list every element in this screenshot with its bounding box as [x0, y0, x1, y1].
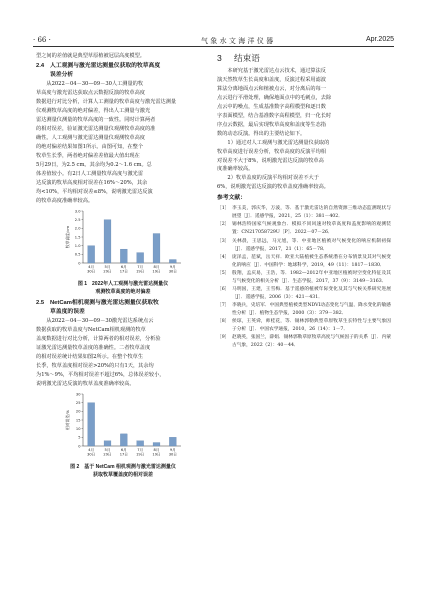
- y-tick-label: 1.0: [74, 243, 81, 248]
- page-number: · 66 ·: [33, 36, 51, 44]
- bar: [120, 249, 127, 263]
- y-tick-label: 3.0: [74, 209, 81, 214]
- reference-item: ［1］ 李玉美，郭庆华，万波，等．基于激光雷达的自然资源三维动态监测现状与展望［J］．遥感学报，2021，25（1）：381－402．: [217, 206, 391, 220]
- x-tick-label: 19日: [136, 452, 145, 457]
- bar: [104, 441, 111, 446]
- y-tick-label: 2.0: [74, 226, 81, 231]
- x-tick-label: 30日: [87, 452, 96, 457]
- x-tick-label: 6月: [120, 264, 127, 269]
- x-tick-label: 8月: [153, 447, 160, 452]
- conclusion-paragraph-2: 1）通过对人工观测与激光雷达测量仪获取的 牧草高度进行误差分析，牧草高度的反演平均相 对误差不大于8%，说明激光雷达反演的牧草高 度准确率较高。: [217, 139, 330, 173]
- x-tick-label: 5月: [104, 264, 111, 269]
- x-tick-label: 7月: [137, 447, 144, 452]
- y-tick-label: 0: [78, 261, 81, 266]
- paragraph-2-5: 从2022－04－30—09－30激光雷达系统点云 数据获取的牧草盖度与NetCam相机观测的牧草 盖度数据进行对比分析，计算两者的相对误差，分析验 证激光雷达测量牧草盖度的准确性。二者牧草盖度 的相对误差统计结果如图2所示。在整个牧草生 长季，牧草盖度相对误差>20%的只有1天，其余均 为1%～9%，平均相对误差不超过6%，总体误差较小， 说明激光雷达反演的牧草盖度准确率较高。: [36, 318, 165, 387]
- y-tick-label: 10: [75, 426, 81, 431]
- reference-item: ［7］ 李晓兵，史培军．中国典型植被类型NDVI动态变化与气温、降水变化的敏感性分析［J］．植物生态学报，2000（3）：379－382．: [217, 302, 391, 316]
- paragraph-2-4: 从2022－04－30—09－30人工测量的牧 草高度与激光雷达获取点云数据反演的牧草高度 数据进行对比分析，计算人工测量的牧草高度与激光雷达测量 仪观测牧草高度的绝对偏差，得出人工测量与激光 雷达测量仪测量的牧草高度的一致性。同时计算两者 的相对误差，验证激光雷达测量仪观测牧草高度的准 确性。人工观测与激光雷达测量仪观测牧草高度 的绝对偏差结果如图1所示。由图可知，在整个 牧草生长季，两者绝对偏差差值最大值出现在 5月29日，为2.5 cm。其余均为0.2～1.6 cm。总 体差值较小。有2日人工测量牧草高度与激光雷 达反演的牧草高度相对误差在16%～20%，其余 均<10%，平均相对误差≤8%，说明激光雷达反演 的牧草高度准确率较高。: [36, 81, 177, 204]
- section-3-heading: 3 结束语: [217, 53, 260, 63]
- x-tick-label: 5月: [104, 447, 111, 452]
- bar: [153, 233, 160, 262]
- section-2-5-heading: 2.5 NetCam相机观测与激光雷达测量仪获取牧 草盖度的误差: [36, 299, 159, 315]
- y-axis-label: 相对误差/%: [65, 409, 70, 430]
- reference-item: ［5］ 殷翔，孟庆易，王浩，等．1982—2012年中亚地区植被时空变化特征及其与气候变化的相关分析［J］．生态学报，2017，37（9）：3149－3163．: [217, 270, 391, 284]
- figure-2-caption: 图 2 基于 NetCam 相机观测与激光雷达测量仪 获取牧草覆盖度的相对误差: [70, 463, 176, 478]
- reference-item: ［3］ 关林晨，王思远，马元旭，等．中亚地区植被对气候变化的响应机制初探［J］．遥感学报，2017，21（1）：65－78．: [217, 238, 391, 252]
- x-tick-label: 29日: [103, 452, 112, 457]
- bar: [153, 442, 160, 445]
- reference-item: ［9］ 赵晓英，张国兰，薛娟．锡林郭勒草原牧草高度与气候因子的关系［J］．内蒙古气象，2022（2）：40－44．: [217, 335, 391, 349]
- y-tick-label: 30: [75, 392, 81, 397]
- reference-item: ［8］ 侯琼，王英舜，师桂花，等．锡林郭勒典型草原牧草生长特性与主要气象因子分析［J］．中国农学通报，2010，26（14）：1－7．: [217, 319, 391, 333]
- x-tick-label: 7月: [137, 264, 144, 269]
- x-tick-label: 9月: [169, 447, 176, 452]
- x-tick-label: 29日: [103, 269, 112, 274]
- y-tick-label: 0.5: [74, 252, 81, 257]
- bar: [169, 259, 176, 262]
- bar: [120, 434, 127, 446]
- y-tick-label: 2.5: [74, 217, 81, 222]
- journal-name: 气象水文海洋仪器: [201, 37, 276, 45]
- x-tick-label: 4月: [88, 447, 95, 452]
- section-2-4-heading: 2.4 人工观测与激光雷达测量仪获取的牧草高度 误差分析: [36, 62, 161, 79]
- x-tick-label: 30日: [168, 269, 177, 274]
- references-heading: 参考文献：: [217, 195, 246, 202]
- reference-item: ［4］ 庞泽孟，范斌，岳天祥．欧亚大陆植被生态系统潜在分布情景及其对气候变化的响应［J］．中国科学：地球科学，2019，49（11）：1817－1830．: [217, 254, 391, 268]
- page-header: [33, 36, 394, 47]
- reference-item: ［6］ 马明国，王建，王雪梅．基于遥感的植被年际变化及其与气候关系研究进展［J］．遥感学报，2006（3）：421－431．: [217, 286, 391, 300]
- reference-item: ［2］ 锡林浩特国家气候观象台．模拟不同风速对牧草高度和盖度影响的观测装置：CN217058729U［P］．2022－07－26．: [217, 222, 391, 236]
- bar: [88, 402, 95, 445]
- bar: [104, 219, 111, 262]
- figure-1-chart: [61, 207, 185, 279]
- y-axis-label: 牧草高度/cm: [65, 225, 70, 248]
- bar: [169, 437, 176, 446]
- x-tick-label: 17日: [119, 269, 128, 274]
- conclusion-paragraph-1: 本研究基于激光雷达点云技术，通过算法反 演天然牧草生长高度和盖度，反演过程采用滤波 算法分离地面点云和植被点云，对分离后的每一 点云进行平滑处理，确保地面点中的毛刺点，去除 点云中的噪点，生成基准数字高程模型和逐日数 字表面模型，结合基准数字高程模型，归一化长时 序点云数据，最后实现牧草高度和盖度等生态指 数的动态反演。得出的主要结论如下。: [217, 68, 332, 137]
- y-tick-label: 0: [78, 444, 81, 449]
- conclusion-paragraph-3: 2）牧草盖度的反演平均相对误差不大于 6%，说明激光雷达反演的牧草盖度准确率较高。: [217, 175, 329, 191]
- intro-line: 型之间的差值就是典型草原植被冠层高度模型。: [36, 53, 145, 59]
- x-tick-label: 17日: [119, 452, 128, 457]
- references-list: [217, 205, 391, 350]
- y-tick-label: 15: [75, 418, 81, 423]
- x-tick-label: 6月: [120, 447, 127, 452]
- figure-1-caption: 图 1 2022年人工观测与激光雷达测量仪 观测牧草高度的绝对偏差: [77, 280, 169, 295]
- y-tick-label: 1.5: [74, 235, 81, 240]
- right-column: [217, 52, 391, 350]
- bar: [88, 245, 95, 262]
- x-tick-label: 4月: [88, 264, 95, 269]
- x-tick-label: 8月: [153, 264, 160, 269]
- y-tick-label: 25: [75, 400, 81, 405]
- issue-date: Apr.2025: [365, 36, 394, 43]
- bar: [137, 252, 144, 262]
- bar: [137, 441, 144, 446]
- x-tick-label: 30日: [87, 269, 96, 274]
- x-tick-label: 30日: [168, 452, 177, 457]
- x-tick-label: 9月: [169, 264, 176, 269]
- y-tick-label: 20: [75, 409, 81, 414]
- x-tick-label: 19日: [152, 452, 161, 457]
- x-tick-label: 19日: [152, 269, 161, 274]
- x-tick-label: 19日: [136, 269, 145, 274]
- figure-2-chart: [61, 390, 185, 462]
- y-tick-label: 5: [78, 435, 81, 440]
- left-column: [36, 52, 210, 482]
